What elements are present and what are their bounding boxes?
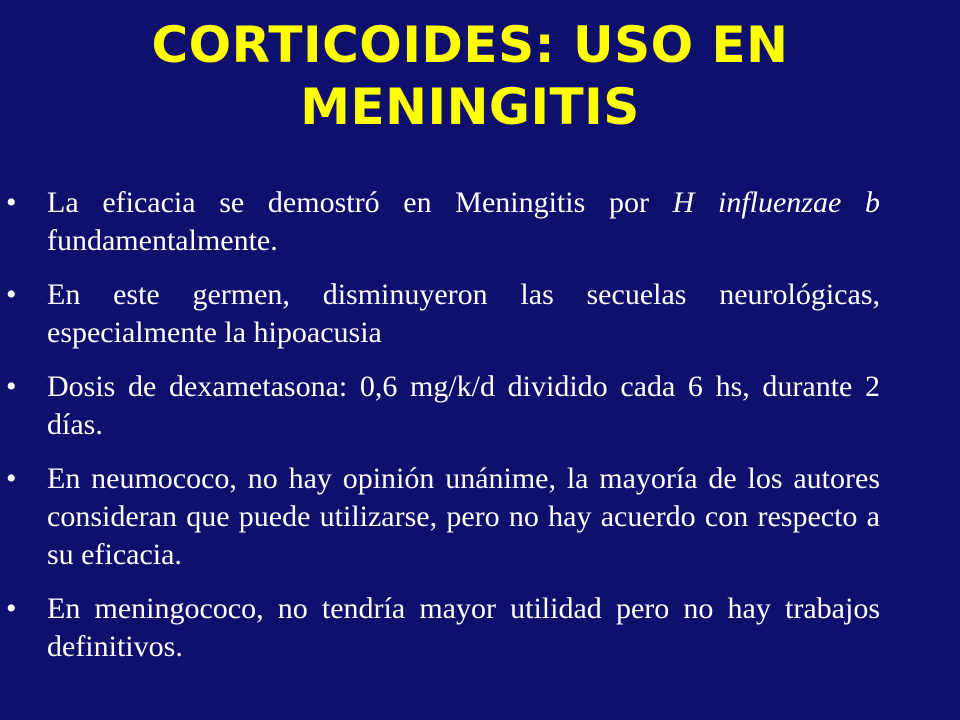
bullet-5-text: En meningococo, no tendría mayor utilidad pero no hay trabajos definitivos. [47, 592, 880, 663]
slide-title [40, 14, 900, 138]
bullet-3-text: Dosis de dexametasona: 0,6 mg/k/d dividido cada 6 hs, durante 2 días. [47, 370, 880, 441]
slide-title-line-2: MENINGITIS [300, 78, 640, 136]
bullet-1-text-end: fundamentalmente. [47, 224, 278, 257]
bullet-marker: • [6, 462, 17, 495]
bullet-marker: • [6, 186, 17, 219]
bullet-item-2 [0, 276, 880, 352]
slide-title-line-1: CORTICOIDES: USO EN [151, 16, 789, 74]
bullet-1-italic-term: H influenzae b [672, 186, 880, 219]
bullet-1-text-start: La eficacia se demostró en Meningitis por [47, 186, 673, 219]
bullet-item-5 [0, 590, 880, 666]
bullet-marker: • [6, 278, 17, 311]
bullet-marker: • [6, 592, 17, 625]
bullet-item-1 [0, 184, 880, 260]
bullet-marker: • [6, 370, 17, 403]
bullet-item-4 [0, 460, 880, 574]
bullet-list [0, 184, 960, 682]
bullet-2-text: En este germen, disminuyeron las secuelas neurológicas, especialmente la hipoacusia [47, 278, 880, 349]
bullet-4-text: En neumococo, no hay opinión unánime, la mayoría de los autores consideran que puede utilizarse, pero no hay acuerdo con respecto a su eficacia. [47, 462, 880, 571]
bullet-item-3 [0, 368, 880, 444]
